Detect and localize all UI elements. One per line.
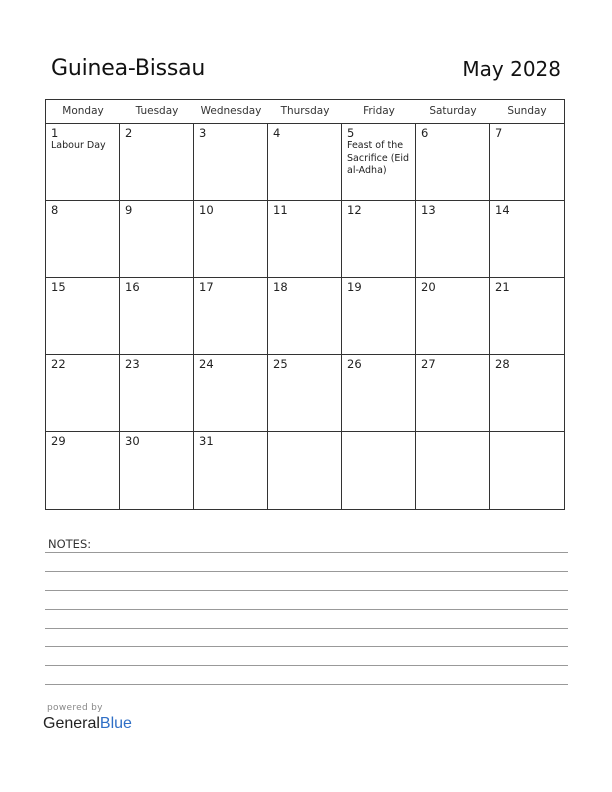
- day-number: 21: [495, 280, 510, 294]
- day-cell: [120, 124, 194, 201]
- notes-line: [45, 665, 568, 666]
- day-cell: [268, 355, 342, 432]
- notes-label: NOTES:: [48, 537, 92, 551]
- day-cell: [490, 201, 564, 278]
- day-number: 12: [347, 203, 362, 217]
- notes-line: [45, 628, 568, 629]
- weekday-header: Monday: [62, 105, 104, 117]
- day-number: 11: [273, 203, 288, 217]
- day-number: 3: [199, 126, 207, 140]
- day-cell-empty: [490, 432, 564, 509]
- brand-name-blue: Blue: [99, 715, 132, 732]
- day-number: 29: [51, 434, 66, 448]
- day-number: 17: [199, 280, 214, 294]
- notes-line: [45, 571, 568, 572]
- day-number: 9: [125, 203, 133, 217]
- calendar-body: [46, 124, 564, 509]
- day-cell: [194, 432, 268, 509]
- day-number: 25: [273, 357, 288, 371]
- notes-line: [45, 609, 568, 610]
- day-cell: [416, 355, 490, 432]
- day-cell: [490, 355, 564, 432]
- notes-line: [45, 590, 568, 591]
- calendar-country-title: Guinea-Bissau: [51, 56, 206, 81]
- day-cell: [342, 278, 416, 355]
- powered-by-text: powered by: [47, 703, 103, 713]
- day-cell: [194, 201, 268, 278]
- day-number: 10: [199, 203, 214, 217]
- day-number: 24: [199, 357, 214, 371]
- day-cell: [46, 355, 120, 432]
- day-number: 18: [273, 280, 288, 294]
- day-cell: [268, 278, 342, 355]
- day-cell-empty: [342, 432, 416, 509]
- day-cell: [120, 432, 194, 509]
- day-cell: [194, 355, 268, 432]
- day-cell: [490, 124, 564, 201]
- day-number: 22: [51, 357, 66, 371]
- day-cell: [416, 201, 490, 278]
- day-number: 23: [125, 357, 140, 371]
- day-cell: [416, 278, 490, 355]
- day-number: 2: [125, 126, 133, 140]
- weekday-header: Wednesday: [200, 105, 262, 117]
- notes-line: [45, 552, 568, 553]
- day-cell: [342, 201, 416, 278]
- day-number: 31: [199, 434, 214, 448]
- day-cell: [490, 278, 564, 355]
- calendar-month-title: May 2028: [462, 57, 561, 81]
- holiday-label: Feast of the Sacrifice (Eid al-Adha): [347, 140, 410, 176]
- day-cell: [46, 201, 120, 278]
- day-cell: [120, 355, 194, 432]
- day-number: 8: [51, 203, 59, 217]
- calendar-grid: [45, 99, 565, 510]
- day-cell: [194, 278, 268, 355]
- day-number: 6: [421, 126, 429, 140]
- day-number: 7: [495, 126, 503, 140]
- weekday-header-row: [46, 100, 564, 124]
- day-number: 15: [51, 280, 66, 294]
- day-number: 19: [347, 280, 362, 294]
- generalblue-logo: [43, 703, 132, 733]
- day-cell: [416, 124, 490, 201]
- day-number: 5: [347, 126, 355, 140]
- weekday-header: Friday: [363, 105, 395, 117]
- day-number: 13: [421, 203, 436, 217]
- day-cell-empty: [416, 432, 490, 509]
- day-number: 20: [421, 280, 436, 294]
- weekday-header: Sunday: [507, 105, 547, 117]
- brand-name-general: General: [43, 715, 100, 732]
- day-cell-empty: [268, 432, 342, 509]
- holiday-label: Labour Day: [51, 140, 106, 151]
- day-number: 27: [421, 357, 436, 371]
- day-cell: [342, 355, 416, 432]
- weekday-header: Thursday: [280, 105, 330, 117]
- weekday-header: Saturday: [429, 105, 477, 117]
- notes-line: [45, 684, 568, 685]
- notes-line: [45, 646, 568, 647]
- day-number: 4: [273, 126, 281, 140]
- day-number: 1: [51, 126, 59, 140]
- day-cell: [268, 201, 342, 278]
- day-cell: [120, 201, 194, 278]
- day-cell: [342, 124, 416, 201]
- day-number: 28: [495, 357, 510, 371]
- day-cell: [46, 432, 120, 509]
- day-cell: [194, 124, 268, 201]
- day-number: 14: [495, 203, 510, 217]
- weekday-header: Tuesday: [135, 105, 179, 117]
- day-cell: [120, 278, 194, 355]
- day-number: 16: [125, 280, 140, 294]
- day-cell: [268, 124, 342, 201]
- day-number: 30: [125, 434, 140, 448]
- day-number: 26: [347, 357, 362, 371]
- day-cell: [46, 278, 120, 355]
- day-cell: [46, 124, 120, 201]
